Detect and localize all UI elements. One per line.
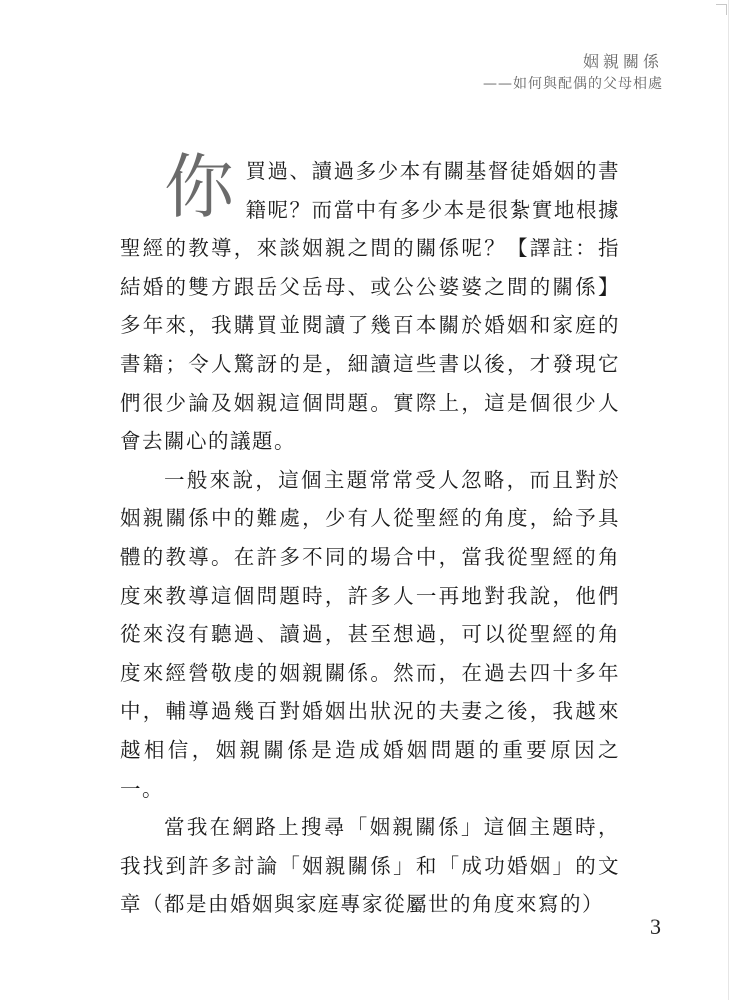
- paragraph-1-text: 買過、讀過多少本有關基督徒婚姻的書籍呢？而當中有多少本是很紮實地根據聖經的教導，來談姻親之間的關係呢？【譯註：指結婚的雙方跟岳父岳母、或公公婆婆之間的關係】多年來，我購買並閱讀了幾百本關於婚姻和家庭的書籍；令人驚訝的是，細讀這些書以後，才發現它們很少論及姻親這個問題。實際上，這是個很少人會去關心的議題。: [120, 159, 620, 454]
- drop-cap: 你: [164, 146, 236, 228]
- crop-mark: [716, 4, 727, 15]
- running-header-subtitle: ——如何與配偶的父母相處: [483, 76, 663, 92]
- running-header: [483, 52, 663, 94]
- running-header-title: 姻親關係: [582, 52, 663, 71]
- page-number: 3: [650, 914, 661, 939]
- page-edge: [728, 0, 729, 1000]
- paragraph-1: [120, 146, 620, 461]
- paragraph-2: 一般來說，這個主題常常受人忽略，而且對於姻親關係中的難處，少有人從聖經的角度，給予具體的教導。在許多不同的場合中，當我從聖經的角度來教導這個問題時，許多人一再地對我說，他們從來沒有聽過、讀過，甚至想過，可以從聖經的角度來經營敬虔的姻親關係。然而，在過去四十多年中，輔導過幾百對婚姻出狀況的夫妻之後，我越來越相信，姻親關係是造成婚姻問題的重要原因之一。: [120, 467, 620, 801]
- body-text: [120, 146, 620, 924]
- paragraph-3: 當我在網路上搜尋「姻親關係」這個主題時，我找到許多討論「姻親關係」和「成功婚姻」的文章（都是由婚姻與家庭專家從屬世的角度來寫的）: [120, 815, 620, 917]
